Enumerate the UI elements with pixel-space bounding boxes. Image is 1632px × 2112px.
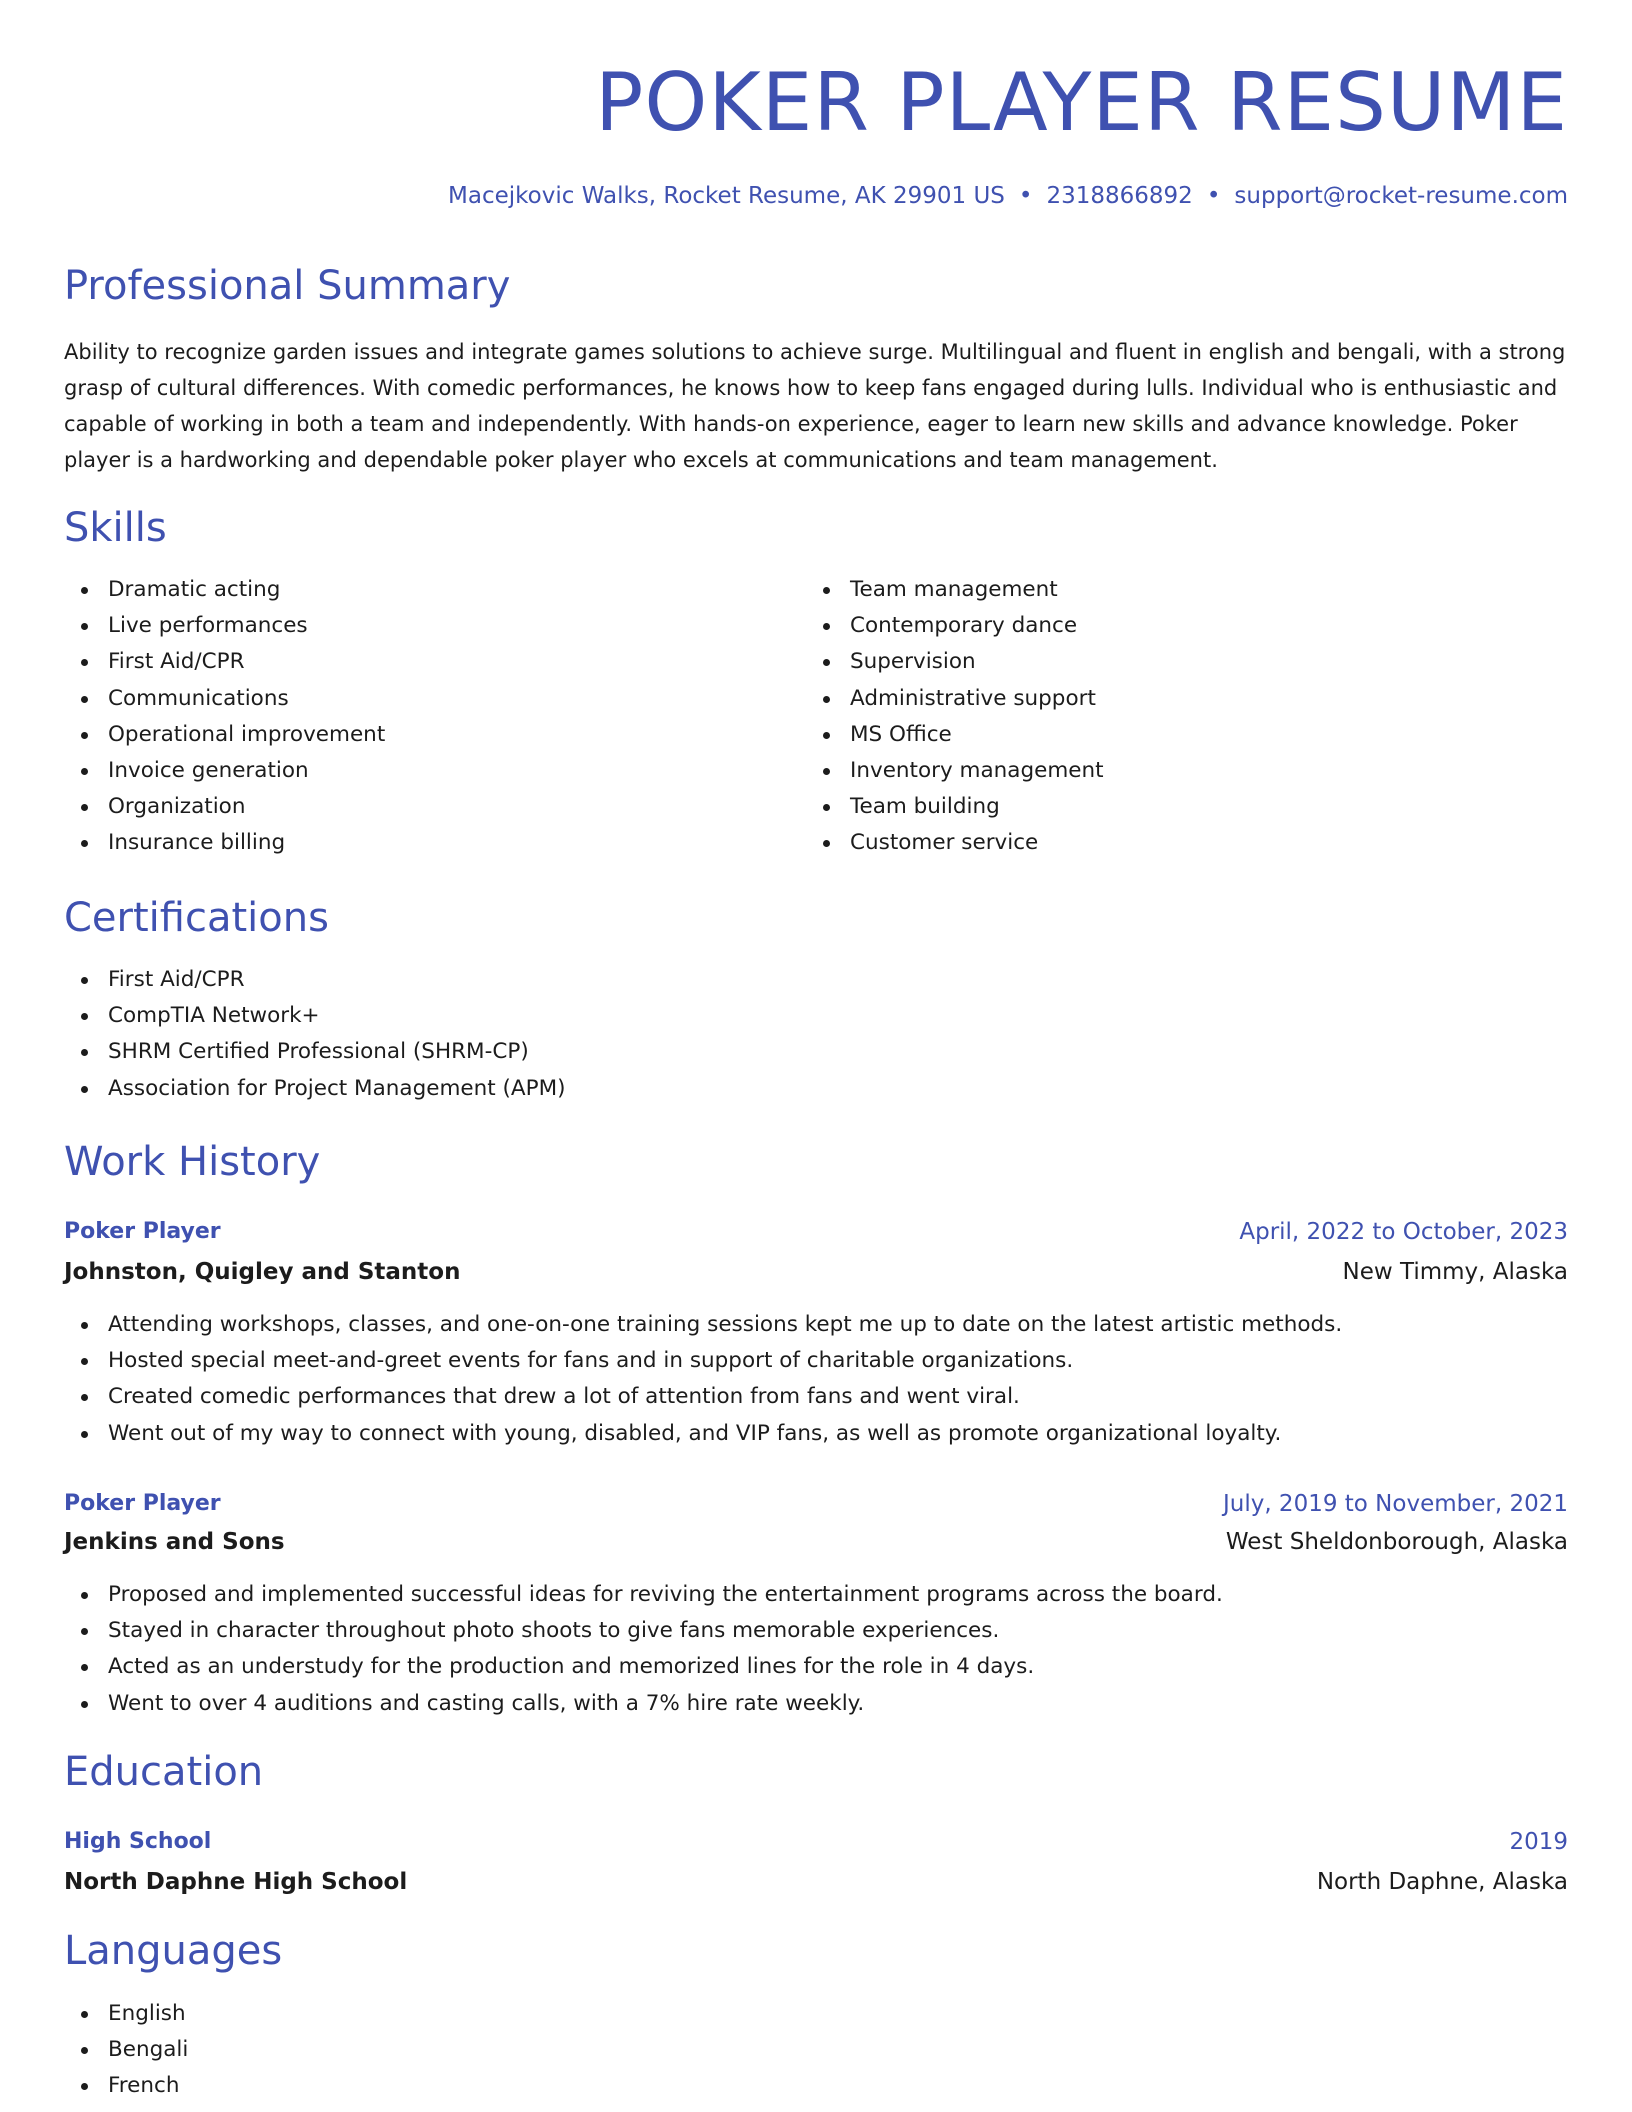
language-item: French	[64, 2068, 664, 2104]
skill-item: Organization	[64, 789, 764, 825]
certification-item: SHRM Certified Professional (SHRM-CP)	[64, 1034, 1064, 1070]
skills-list-right	[806, 572, 1506, 862]
contact-line	[448, 178, 1568, 214]
skill-item: Operational improvement	[64, 717, 764, 753]
work-history-heading: Work History	[64, 1139, 321, 1185]
language-item: English	[64, 1996, 664, 2032]
job-bullet: Proposed and implemented successful ideas for reviving the entertainment programs across the board.	[64, 1577, 1568, 1613]
summary-heading: Professional Summary	[64, 263, 511, 309]
skill-item: MS Office	[806, 717, 1506, 753]
skill-item: Team building	[806, 789, 1506, 825]
certification-item: Association for Project Management (APM)	[64, 1071, 1064, 1107]
skill-item: Invoice generation	[64, 753, 764, 789]
certifications-list	[64, 962, 1064, 1107]
job-bullet: Went to over 4 auditions and casting calls, with a 7% hire rate weekly.	[64, 1686, 1568, 1722]
skill-item: Supervision	[806, 644, 1506, 680]
job-bullet: Acted as an understudy for the production and memorized lines for the role in 4 days.	[64, 1649, 1568, 1685]
skills-list-left	[64, 572, 764, 862]
job-employer-row	[64, 1523, 1568, 1561]
job-bullet: Attending workshops, classes, and one-on-one training sessions kept me up to date on the latest artistic methods.	[64, 1307, 1568, 1343]
skill-item: Dramatic acting	[64, 572, 764, 608]
resume-title: POKER PLAYER RESUME	[595, 56, 1568, 149]
job-bullets	[64, 1307, 1568, 1452]
education-heading: Education	[64, 1749, 264, 1795]
certification-item: CompTIA Network+	[64, 998, 1064, 1034]
summary-text: Ability to recognize garden issues and integrate games solutions to achieve surge. Multilingual and fluent in english and bengali, with a strong grasp of cultural differences. With comedic performances, he knows how to keep fans engaged during lulls. Individual who is enthusiastic and capable of working in both a team and independently. With hands-on experience, eager to learn new skills and advance knowledge. Poker player is a hardworking and dependable poker player who excels at communications and team management.	[64, 340, 1566, 472]
contact-separator: •	[1206, 183, 1221, 209]
job-location: New Timmy, Alaska	[1342, 1259, 1568, 1285]
certifications-heading: Certifications	[64, 895, 329, 941]
skills-heading: Skills	[64, 505, 167, 551]
job-title-row	[64, 1485, 1568, 1523]
skill-item: First Aid/CPR	[64, 644, 764, 680]
job-bullet: Stayed in character throughout photo shoots to give fans memorable experiences.	[64, 1613, 1568, 1649]
job-bullet: Created comedic performances that drew a lot of attention from fans and went viral.	[64, 1379, 1568, 1415]
job-title-row	[64, 1213, 1568, 1251]
job-dates: April, 2022 to October, 2023	[1239, 1219, 1568, 1245]
contact-email[interactable]: support@rocket-resume.com	[1234, 183, 1568, 209]
languages-heading: Languages	[64, 1928, 283, 1974]
skill-item: Communications	[64, 681, 764, 717]
contact-separator: •	[1018, 183, 1033, 209]
job-location: West Sheldonborough, Alaska	[1225, 1529, 1568, 1555]
languages-list	[64, 1996, 664, 2105]
skill-item: Contemporary dance	[806, 608, 1506, 644]
education-title-row	[64, 1823, 1568, 1861]
job-employer: Jenkins and Sons	[64, 1529, 285, 1555]
job-employer-row	[64, 1253, 1568, 1291]
skill-item: Customer service	[806, 825, 1506, 861]
job-bullet: Went out of my way to connect with young, disabled, and VIP fans, as well as promote organizational loyalty.	[64, 1416, 1568, 1452]
language-item: Bengali	[64, 2032, 664, 2068]
job-bullets	[64, 1577, 1568, 1722]
education-school-row	[64, 1863, 1568, 1901]
skill-item: Administrative support	[806, 681, 1506, 717]
education-location: North Daphne, Alaska	[1316, 1869, 1568, 1895]
skill-item: Team management	[806, 572, 1506, 608]
certification-item: First Aid/CPR	[64, 962, 1064, 998]
skill-item: Live performances	[64, 608, 764, 644]
job-dates: July, 2019 to November, 2021	[1222, 1491, 1568, 1517]
education-school: North Daphne High School	[64, 1869, 408, 1895]
job-bullet: Hosted special meet-and-greet events for fans and in support of charitable organizations.	[64, 1343, 1568, 1379]
skill-item: Insurance billing	[64, 825, 764, 861]
contact-phone: 2318866892	[1046, 183, 1193, 209]
job-employer: Johnston, Quigley and Stanton	[64, 1259, 461, 1285]
contact-address: Macejkovic Walks, Rocket Resume, AK 29901 US	[448, 183, 1005, 209]
job-role: Poker Player	[64, 1219, 221, 1244]
skill-item: Inventory management	[806, 753, 1506, 789]
education-degree: High School	[64, 1829, 212, 1854]
job-role: Poker Player	[64, 1491, 221, 1516]
education-year: 2019	[1509, 1829, 1568, 1855]
